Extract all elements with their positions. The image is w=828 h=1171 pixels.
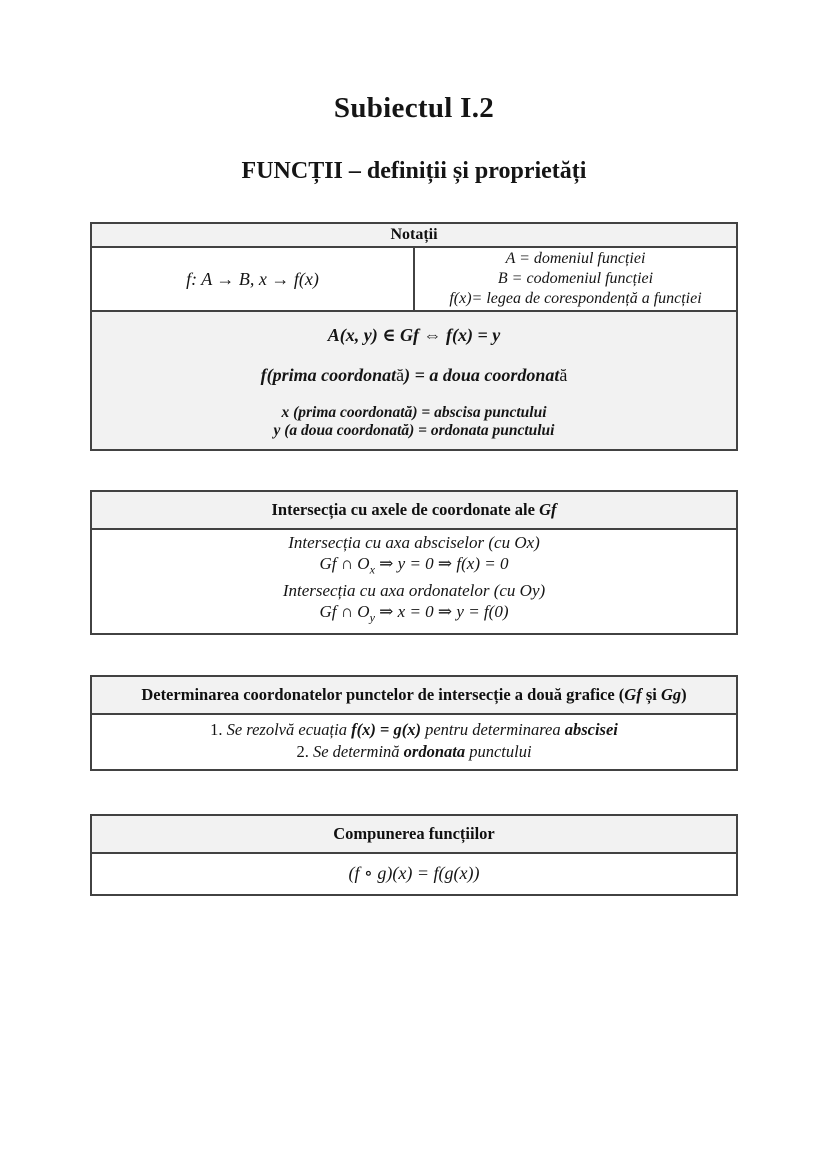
ox-intersection-formula <box>92 553 736 580</box>
graph-point-properties-cell <box>91 311 737 450</box>
step-2-text-post: punctului <box>465 741 532 761</box>
composition-header: Compunerea funcțiilor <box>91 815 737 853</box>
legend-domain-line: A = domeniul funcției <box>505 250 646 267</box>
step-1-emphasis: abscisei <box>564 719 618 739</box>
ox-subscript: x <box>369 562 375 577</box>
graphs-header-post: ) <box>681 684 687 704</box>
abscissa-note: x (prima coordonată) = abscisa punctului <box>281 404 547 421</box>
notations-header: Notații <box>91 223 737 247</box>
step-1-text: Se rezolvă ecuația <box>222 719 352 739</box>
coord-formula-part: ă <box>559 365 568 385</box>
gf-symbol: Gf <box>624 684 642 704</box>
composition-table <box>90 814 738 896</box>
notation-legend <box>414 247 737 311</box>
graphs-header-mid: și <box>641 684 661 704</box>
graphs-intersection-table <box>90 675 738 771</box>
oy-intersection-formula <box>92 601 736 628</box>
composition-formula: (f ∘ g)(x) = f(g(x)) <box>91 853 737 895</box>
graphs-header-pre: Determinarea coordonatelor punctelor de intersecție a două grafice ( <box>141 684 625 704</box>
coordinate-notes <box>96 404 732 440</box>
coord-formula-part: f(prima coordonat <box>260 365 397 385</box>
oy-formula-pre: Gf ∩ O <box>319 602 370 622</box>
oy-formula-post: ⇒ x = 0 ⇒ y = f(0) <box>374 602 509 622</box>
step-1-equation: f(x) = g(x) <box>351 719 421 739</box>
graphs-intersection-body <box>91 714 737 770</box>
gf-symbol: Gf <box>539 500 557 519</box>
ordinate-note: y (a doua coordonată) = ordonata punctului <box>273 422 555 439</box>
step-1-line <box>94 719 734 741</box>
graph-membership-formula: A(x, y) ∈ Gf ⇔ f(x) = y <box>327 325 501 345</box>
step-2-emphasis: ordonata <box>403 741 466 761</box>
gg-symbol: Gg <box>660 684 682 704</box>
ox-intersection-title: Intersecția cu axa absciselor (cu Ox) <box>288 533 540 552</box>
step-2-line <box>94 741 734 763</box>
page-title: Subiectul I.2 <box>333 92 495 124</box>
legend-law-line: f(x)= legea de corespondență a funcției <box>449 290 702 307</box>
legend-codomain-line: B = codomeniul funcției <box>497 270 654 287</box>
page-subtitle: FUNCȚII – definiții și proprietăți <box>241 158 587 184</box>
step-2-number: 2. <box>296 741 309 761</box>
coord-formula-part: ) = a doua coordonat <box>404 365 560 385</box>
axis-intersection-body <box>91 529 737 634</box>
axis-intersection-header <box>91 491 737 529</box>
step-1-text-mid: pentru determinarea <box>420 719 565 739</box>
axis-intersection-header-text: Intersecția cu axele de coordonate ale <box>271 500 540 519</box>
coordinate-mapping-formula <box>96 365 732 386</box>
notations-table <box>90 222 738 451</box>
graphs-intersection-header <box>91 676 737 714</box>
ox-formula-post: ⇒ y = 0 ⇒ f(x) = 0 <box>374 554 509 573</box>
step-1-number: 1. <box>210 719 223 739</box>
function-definition-formula: f: A → B, x → f(x) <box>91 247 414 311</box>
ox-formula-pre: Gf ∩ O <box>319 554 370 573</box>
coord-formula-part: ă <box>396 365 405 385</box>
oy-subscript: y <box>369 610 375 625</box>
oy-intersection-title: Intersecția cu axa ordonatelor (cu Oy) <box>282 581 546 601</box>
step-2-text: Se determină <box>308 741 404 761</box>
axis-intersection-table <box>90 490 738 635</box>
